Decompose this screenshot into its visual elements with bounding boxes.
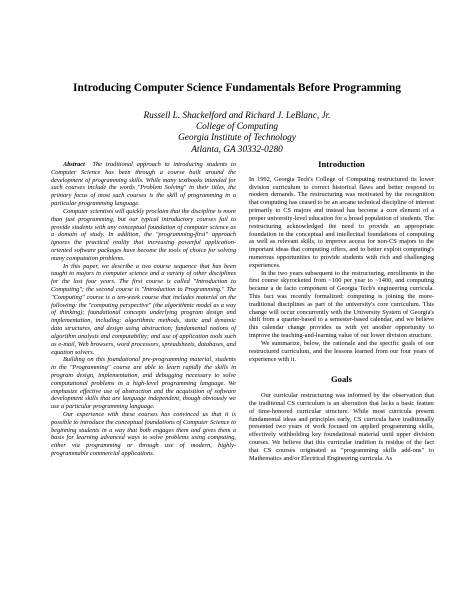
abstract-label: Abstract (63, 161, 85, 168)
affiliation-address: Atlanta, GA 30332-0280 (191, 144, 283, 155)
right-column (249, 161, 434, 462)
affiliation-institute: Georgia Institute of Technology (178, 133, 296, 144)
affiliation-college: College of Computing (195, 122, 279, 133)
author-block (0, 111, 474, 156)
left-column (51, 161, 236, 458)
abstract-paragraph (51, 161, 236, 208)
paper-title: Introducing Computer Science Fundamentals Before Programming (73, 82, 401, 94)
author-names: Russell L. Shackelford and Richard J. LeBlanc, Jr. (143, 111, 331, 121)
introduction-paragraph: In the two years subsequent to the restructuring, enrollments in the first course skyrocketed from ~100 per year to ~1400, and computing became a de facto component of Georgia Tech's engineering curricula. This fact was recently formalized: computing is joining the more-traditional disciplines as part of the university's core curriculum. This change will occur concurrently with the University System of Georgia's shift from a quarter-based to a semester-based calendar, and we believe this calendar change provides us with yet another opportunity to improve the teaching-and-learning value of our lower division structure. (249, 269, 434, 340)
goals-paragraph: Our curricular restructuring was informed by the observation that the traditional CS curriculum is an aberration that lacks a basic feature of time-honored curricular structure. While most curricula present fundamental ideas and principles early, CS curricula have traditionally presented two years of work focused on applied programming skills, effectively withholding key foundational material until upper division courses. We believe that this curricular tradition is residue of the fact that CS courses originated as "programming skills add-ons" to Mathematics and/or Electrical Engineering curricula. As (249, 392, 434, 462)
goals-heading: Goals (330, 374, 352, 385)
introduction-paragraph: In 1992, Georgia Tech's College of Computing restructured its lower division curriculum to correct historical flaws and better respond to modern demands. The restructuring was motivated by the recognition that computing has ceased to be an arcane technical discipline of interest primarily to CS majors and instead has become a core element of a proper university-level education for a broad population of students. The restructuring acknowledged the need to provide an appropriate foundation in the conceptual and intellectual foundations of computing as well as relevant skills, to improve access for non-CS majors to the important ideas that computing offers, and to better exploit computing's numerous opportunities to provide students with rich and challenging experiences. (249, 175, 434, 269)
introduction-paragraph: We summarize, below, the rationale and the specific goals of our restructured curriculum, and the lessons learned from our four years of experience with it. (249, 339, 434, 363)
abstract-text: The traditional approach to introducing students to Computer Science has been through a course built around the development of programming skills. While many textbooks intended for such courses include the words "Problem Solving" in their titles, the primary focus of most such courses is the skill of programming in a particular programming language. (51, 161, 236, 208)
introduction-heading: Introduction (318, 159, 365, 169)
abstract-paragraph: In this paper, we describe a two course sequence that has been taught to majors in computer science and a variety of other disciplines for the last four years. The first course is called "Introduction to Computing"; the second course is "Introduction to Programming." The "Computing" course is a ten-week course that includes material on the following: the "computing perspective" (the algorithmic model as a way of thinking); foundational concepts underlying program design and implementation, including: algorithmic methods, static and dynamic data structures, and design using abstraction; fundamental notions of algorithm analysis and computability; and use of application tools such as e-mail, Web browsers, word processors, spreadsheets, databases, and equation solvers. (51, 262, 236, 356)
abstract-paragraph: Our experience with these courses has convinced us that it is possible to introduce the conceptual foundations of Computer Science to beginning students in a way that both engages them and gives them a basis for learning advanced ways to solve problems using computing, either via programming or through use of modern, highly-programmable commercial applications. (51, 411, 236, 458)
abstract-paragraph: Building on this foundational pre-programming material, students in the "Programming" course are able to learn rapidly the skills in program design, implementation, and debugging necessary to solve computational problems in a high-level programming language. We emphasize effective use of abstraction and the acquisition of software development skills that are language independent, though obviously we use a particular programming language. (51, 356, 236, 411)
abstract-paragraph: Computer scientists will quickly proclaim that the discipline is more than just programming, but our typical introductory courses fail to provide students with any conceptual foundation of computer science as a domain of study. In addition, the "programming-first" approach ignores the practical reality that increasing powerful application-oriented software packages have become the tools of choice for solving many computation problems. (51, 207, 236, 262)
